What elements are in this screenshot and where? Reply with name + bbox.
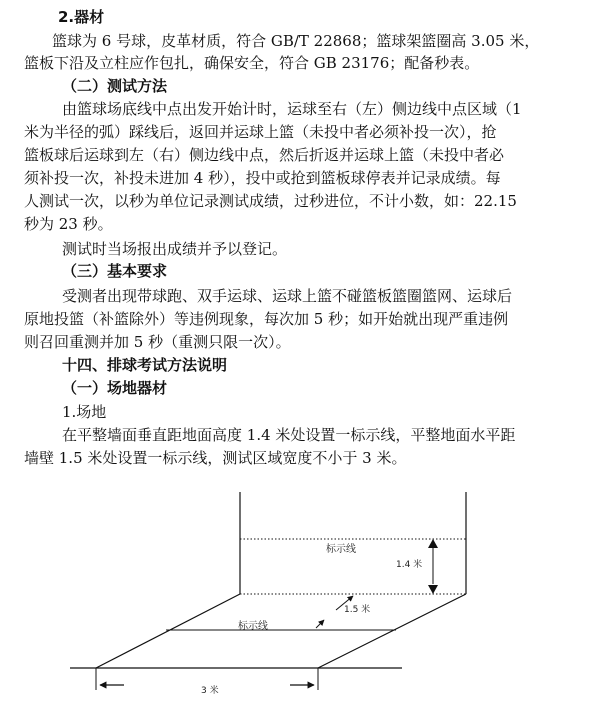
ground-mark-label: 标示线 — [238, 621, 268, 632]
method-heading: （二）测试方法 — [62, 77, 168, 95]
method-text-line-7: 测试时当场报出成绩并予以登记。 — [62, 240, 288, 258]
equipment-text-line-1: 篮球为 6 号球，皮革材质，符合 GB/T 22868；篮球架篮圈高 3.05 米， — [52, 32, 540, 50]
equipment-heading: 2.器材 — [58, 8, 105, 26]
width-label: 3 米 — [201, 686, 219, 696]
wall-mark-label: 标示线 — [326, 544, 356, 555]
site-text-line-1: 在平整墙面垂直距地面高度 1.4 米处设置一标示线，平整地面水平距 — [62, 426, 516, 444]
ground-mark-pointer — [316, 620, 324, 628]
requirements-heading: （三）基本要求 — [62, 262, 168, 280]
method-text-line-4: 须补投一次，补投未进加 4 秒），投中或抢到篮板球停表并记录成绩。每 — [24, 169, 501, 187]
requirements-text-line-3: 则召回重测并加 5 秒（重测只限一次）。 — [24, 333, 291, 351]
volleyball-heading: 十四、排球考试方法说明 — [62, 356, 228, 374]
equipment-text-line-2: 篮板下沿及立柱应作包扎，确保安全，符合 GB 23176；配备秒表。 — [24, 54, 480, 72]
site-text-line-2: 墙壁 1.5 米处设置一标示线，测试区域宽度不小于 3 米。 — [24, 449, 407, 467]
height-arrow-down — [428, 585, 438, 594]
requirements-text-line-2: 原地投篮（补篮除外）等违例现象，每次加 5 秒；如开始就出现严重违例 — [24, 310, 509, 328]
method-text-line-6: 秒为 23 秒。 — [24, 215, 113, 233]
method-text-line-3: 篮板球后运球到左（右）侧边线中点，然后折返并运球上篮（未投中者必 — [24, 146, 505, 164]
site-heading: 1.场地 — [62, 403, 107, 421]
height-arrow-up — [428, 539, 438, 548]
floor-right-edge — [318, 594, 466, 668]
method-text-line-1: 由篮球场底线中点出发开始计时，运球至右（左）侧边线中点区域（1 — [62, 100, 522, 118]
floor-left-edge — [96, 594, 240, 668]
method-text-line-5: 人测试一次，以秒为单位记录测试成绩，过秒进位，不计小数，如：22.15 — [24, 192, 517, 210]
venue-equipment-heading: （一）场地器材 — [62, 379, 168, 397]
method-text-line-2: 米为半径的弧）踩线后，返回并运球上篮（未投中者必须补投一次），抢 — [24, 123, 497, 141]
height-label: 1.4 米 — [396, 560, 423, 570]
requirements-text-line-1: 受测者出现带球跑、双手运球、运球上篮不碰篮板篮圈篮网、运球后 — [62, 287, 513, 305]
distance-label-upper: 1.5 米 — [344, 605, 371, 615]
volleyball-site-diagram — [0, 484, 603, 713]
